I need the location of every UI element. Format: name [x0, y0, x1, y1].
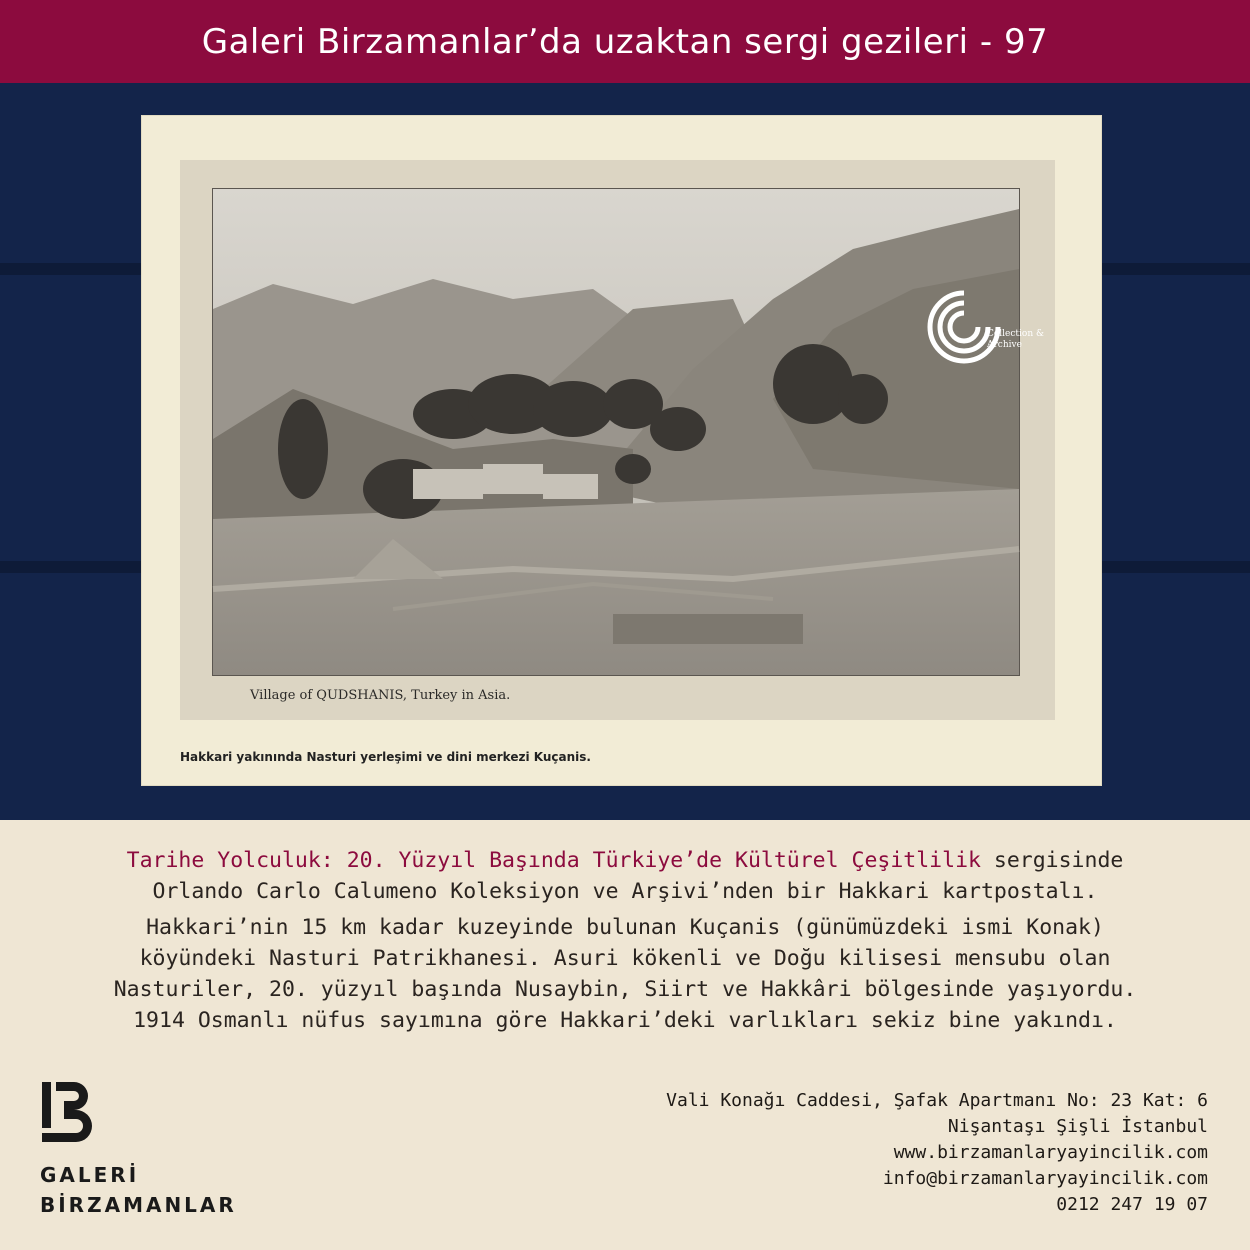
description: [0, 845, 1250, 1036]
website-link[interactable]: www.birzamanlaryayincilik.com: [893, 1142, 1208, 1163]
body-line: köyündeki Nasturi Patrikhanesi. Asuri kökenli ve Doğu kilisesi mensubu olan: [139, 946, 1111, 971]
brand-name: [40, 1160, 237, 1220]
header-title: Galeri Birzamanlar’da uzaktan sergi gezileri - 97: [201, 21, 1049, 62]
logo-line-2: Archive: [987, 340, 1022, 350]
address-line-2: Nişantaşı Şişli İstanbul: [947, 1116, 1208, 1137]
postcard-photo: [212, 188, 1045, 676]
exhibition-title: Tarihe Yolculuk: 20. Yüzyıl Başında Türkiye’de Kültürel Çeşitlilik: [126, 848, 981, 873]
page-header: [0, 0, 1250, 83]
landscape-image: [213, 189, 1019, 675]
calumeno-logo-icon: [919, 281, 1009, 373]
brand-line-2: BİRZAMANLAR: [40, 1193, 237, 1217]
description-body: [0, 912, 1250, 1036]
email-link[interactable]: info@birzamanlaryayincilik.com: [882, 1168, 1208, 1189]
body-line: 1914 Osmanlı nüfus sayımına göre Hakkari’deki varlıkları sekiz bine yakındı.: [133, 1008, 1117, 1033]
brand-logo: [40, 1080, 237, 1220]
body-line: Hakkari’nin 15 km kadar kuzeyinde bulunan Kuçanis (günümüzdeki ismi Konak): [146, 915, 1104, 940]
logo-text: [987, 329, 1044, 351]
intro-line-2: Orlando Carlo Calumeno Koleksiyon ve Arşivi’nden bir Hakkari kartpostalı.: [152, 879, 1098, 904]
card-caption: Hakkari yakınında Nasturi yerleşimi ve dini merkezi Kuçanis.: [180, 750, 591, 764]
postcard: [180, 160, 1055, 720]
phone-number: 0212 247 19 07: [1056, 1194, 1208, 1215]
logo-line-1: Collection &: [987, 329, 1045, 339]
postcard-card: [142, 116, 1101, 785]
body-line: Nasturiler, 20. yüzyıl başında Nusaybin, Siirt ve Hakkâri bölgesinde yaşıyordu.: [113, 977, 1137, 1002]
postcard-caption: Village of QUDSHANIS, Turkey in Asia.: [250, 688, 511, 703]
contact-info: [666, 1088, 1208, 1218]
description-intro: [0, 845, 1250, 907]
collection-logo: [919, 281, 1045, 373]
intro-line-1: [0, 845, 1250, 876]
address-line-1: Vali Konağı Caddesi, Şafak Apartmanı No: 23 Kat: 6: [666, 1090, 1208, 1111]
intro-line-1-rest: sergisinde: [980, 848, 1124, 873]
brand-line-1: GALERİ: [40, 1163, 140, 1187]
galeri-logo-icon: [40, 1080, 90, 1150]
